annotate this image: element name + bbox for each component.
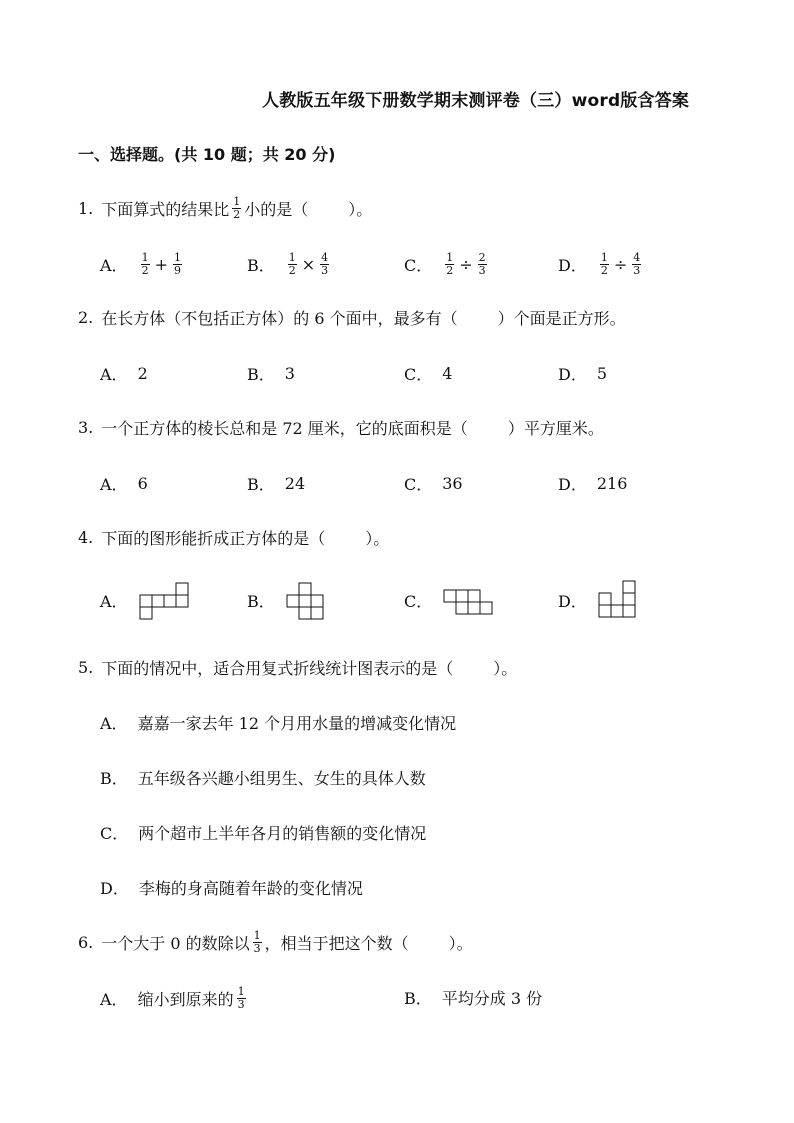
document-title: 人教版五年级下册数学期末测评卷（三）word版含答案 xyxy=(262,91,690,111)
option-label: A． xyxy=(100,256,128,275)
option-c[interactable] xyxy=(404,580,494,620)
question-text: 一个正方体的棱长总和是 72 厘米，它的底面积是（ xyxy=(101,419,468,438)
question-6 xyxy=(78,930,473,955)
option-label: D． xyxy=(558,475,587,494)
option-b[interactable] xyxy=(247,580,329,620)
option-value: 5 xyxy=(596,364,608,383)
option-c[interactable] xyxy=(404,252,490,277)
option-label: A． xyxy=(100,475,128,494)
fraction xyxy=(232,196,241,221)
denominator: 2 xyxy=(141,264,149,277)
option-label: A． xyxy=(100,990,128,1009)
option-a[interactable] xyxy=(100,252,185,277)
denominator: 3 xyxy=(478,264,486,277)
section-heading: 一、选择题。(共 10 题；共 20 分) xyxy=(78,145,336,164)
question-number: 4. xyxy=(78,528,94,547)
numerator: 2 xyxy=(478,251,486,264)
fraction xyxy=(600,252,609,277)
option-label: C． xyxy=(404,475,433,494)
denominator: 2 xyxy=(288,264,296,277)
option-label: B． xyxy=(100,769,128,788)
question-1 xyxy=(78,196,372,221)
cube-net-a-figure xyxy=(138,580,194,620)
question-text: ）。 xyxy=(365,529,390,548)
option-value: 两个超市上半年各月的销售额的变化情况 xyxy=(138,824,427,843)
option-a[interactable] xyxy=(100,986,249,1011)
option-b[interactable] xyxy=(247,362,295,385)
option-b[interactable] xyxy=(100,766,426,789)
question-text: 下面算式的结果比 xyxy=(101,200,230,219)
numerator: 1 xyxy=(141,251,149,264)
option-b[interactable] xyxy=(247,252,332,277)
option-label: A． xyxy=(100,365,128,384)
fraction xyxy=(478,252,487,277)
option-a[interactable] xyxy=(100,711,456,734)
option-value: 6 xyxy=(137,474,148,493)
numerator: 1 xyxy=(253,929,261,942)
denominator: 2 xyxy=(600,264,608,277)
numerator: 4 xyxy=(633,251,641,264)
option-label: A． xyxy=(100,591,128,611)
option-label: C． xyxy=(404,256,433,275)
cube-net-c-figure xyxy=(442,580,494,620)
question-text: 小的是（ xyxy=(244,200,309,219)
denominator: 2 xyxy=(446,264,454,277)
question-2 xyxy=(78,306,626,329)
cube-net-d-figure xyxy=(597,580,641,620)
option-label: A． xyxy=(100,714,128,733)
option-a[interactable] xyxy=(100,362,148,385)
option-value: 嘉嘉一家去年 12 个月用水量的增减变化情况 xyxy=(137,714,457,733)
fraction xyxy=(445,252,454,277)
option-value: 缩小到原来的 xyxy=(137,990,234,1009)
option-value: 36 xyxy=(442,474,463,493)
option-a[interactable] xyxy=(100,472,148,495)
option-label: B． xyxy=(247,475,275,494)
option-c[interactable] xyxy=(404,472,463,495)
option-label: D． xyxy=(558,256,587,275)
fraction xyxy=(288,252,297,277)
option-value: 李梅的身高随着年龄的变化情况 xyxy=(138,879,363,898)
question-3 xyxy=(78,416,604,439)
question-text: ）。 xyxy=(493,659,518,678)
option-c[interactable] xyxy=(100,821,426,844)
question-text: 一个大于 0 的数除以 xyxy=(101,934,250,953)
numerator: 1 xyxy=(233,195,241,208)
option-label: C． xyxy=(404,591,433,611)
question-number: 2. xyxy=(78,308,94,327)
question-number: 5. xyxy=(78,658,94,677)
denominator: 2 xyxy=(233,208,241,221)
operator: + xyxy=(154,255,168,274)
fraction xyxy=(632,252,641,277)
numerator: 4 xyxy=(321,251,329,264)
question-text: ，相当于把这个数（ xyxy=(264,934,409,953)
cube-net-b-figure xyxy=(285,580,329,620)
option-label: B． xyxy=(247,591,275,611)
question-text: ）。 xyxy=(448,934,473,953)
numerator: 1 xyxy=(173,251,181,264)
question-text: ）个面是正方形。 xyxy=(497,309,626,328)
question-4 xyxy=(78,526,389,549)
operator: ÷ xyxy=(613,255,628,274)
fraction xyxy=(173,252,182,277)
fraction xyxy=(237,986,246,1011)
denominator: 3 xyxy=(237,998,245,1011)
option-label: C． xyxy=(100,824,129,843)
numerator: 1 xyxy=(288,251,296,264)
option-c[interactable] xyxy=(404,362,452,385)
option-value: 2 xyxy=(137,364,148,383)
option-value: 24 xyxy=(284,474,306,493)
option-label: D． xyxy=(100,879,129,898)
numerator: 1 xyxy=(237,985,245,998)
option-label: B． xyxy=(404,989,432,1008)
option-d[interactable] xyxy=(558,252,644,277)
question-text: ）。 xyxy=(348,200,373,219)
option-label: C． xyxy=(404,365,433,384)
operator: ÷ xyxy=(459,255,473,274)
question-number: 6. xyxy=(78,933,94,952)
option-label: D． xyxy=(558,365,587,384)
denominator: 3 xyxy=(321,264,329,277)
denominator: 3 xyxy=(633,264,641,277)
question-number: 3. xyxy=(78,418,94,437)
option-d[interactable] xyxy=(100,876,363,899)
option-b[interactable] xyxy=(247,472,305,495)
fraction xyxy=(253,930,262,955)
question-text: 在长方体（不包括正方体）的 6 个面中，最多有（ xyxy=(101,309,458,328)
question-5 xyxy=(78,656,517,679)
option-value: 3 xyxy=(284,364,295,383)
option-value: 4 xyxy=(442,364,453,383)
numerator: 1 xyxy=(446,251,454,264)
option-b[interactable] xyxy=(404,986,542,1009)
question-text: 下面的情况中，适合用复式折线统计图表示的是（ xyxy=(101,659,454,678)
option-label: D． xyxy=(558,591,587,611)
option-a[interactable] xyxy=(100,580,194,620)
option-d[interactable] xyxy=(558,472,627,495)
option-value: 216 xyxy=(596,474,628,493)
denominator: 9 xyxy=(173,264,181,277)
option-value: 五年级各兴趣小组男生、女生的具体人数 xyxy=(137,769,426,788)
numerator: 1 xyxy=(600,251,608,264)
denominator: 3 xyxy=(253,942,261,955)
option-d[interactable] xyxy=(558,580,641,620)
question-text: 下面的图形能折成正方体的是（ xyxy=(101,529,326,548)
option-value: 平均分成 3 份 xyxy=(441,989,543,1008)
fraction xyxy=(320,252,329,277)
option-label: B． xyxy=(247,256,275,275)
option-label: B． xyxy=(247,365,275,384)
operator: × xyxy=(301,255,316,274)
option-d[interactable] xyxy=(558,362,607,385)
fraction xyxy=(141,252,150,277)
question-text: ）平方厘米。 xyxy=(507,419,604,438)
question-number: 1. xyxy=(78,199,94,218)
